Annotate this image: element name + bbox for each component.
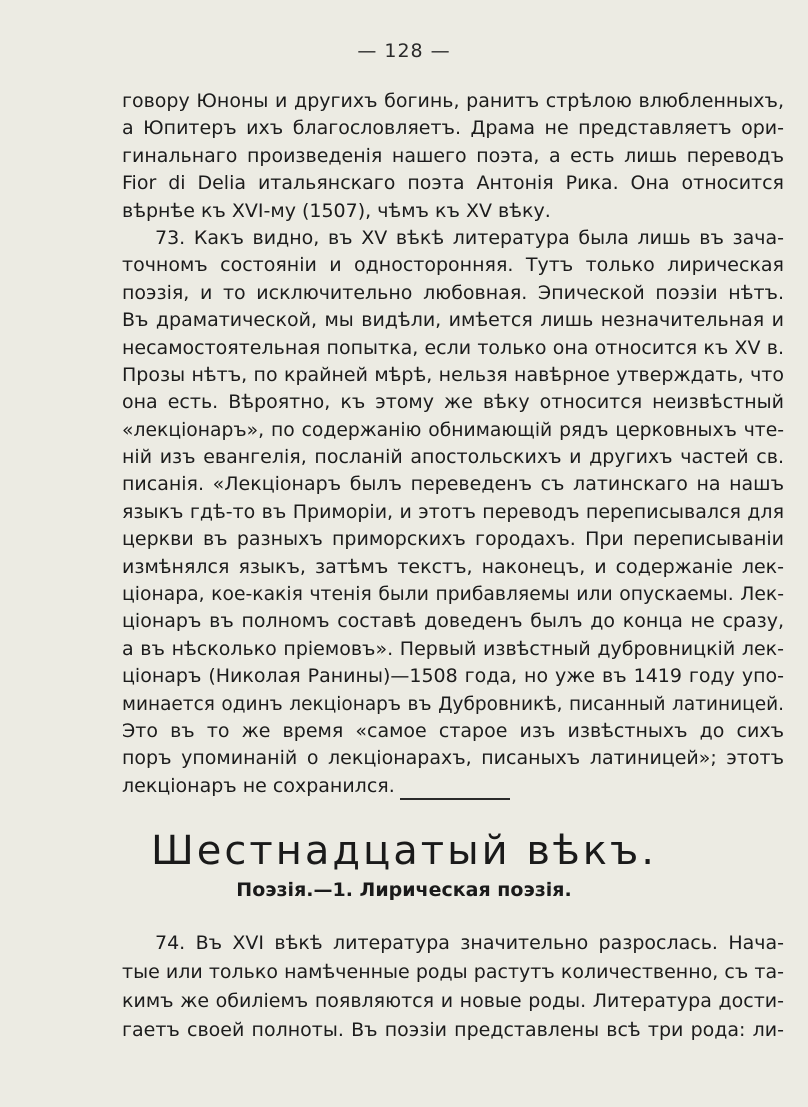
text-line: поэзія, и то исключительно любовная. Эпической поэзіи нѣтъ. — [122, 281, 784, 304]
text-line: церкви въ разныхъ приморскихъ городахъ. При переписываніи — [122, 528, 784, 551]
paragraph-73 — [122, 225, 784, 800]
text-line: языкъ гдѣ-то въ Приморіи, и этотъ переводъ переписывался для — [122, 500, 784, 523]
paragraph-74 — [122, 929, 784, 1045]
text-line: поръ упоминаній о лекціонарахъ, писаныхъ латиницей»; этотъ — [122, 747, 784, 770]
text-line: лекціонаръ не сохранился. — [122, 774, 395, 797]
text-line: ціонара, кое-какія чтенія были прибавляемы или опускаемы. Лек- — [122, 584, 784, 606]
text-line: 73. Какъ видно, въ XV вѣкѣ литература была лишь въ зача- — [155, 226, 784, 249]
section-title: Шестнадцатый вѣкъ. — [151, 828, 657, 874]
text-line: говору Юноны и другихъ богинь, ранитъ стрѣлою влюбленныхъ, — [122, 90, 784, 112]
text-line: точномъ состояніи и односторонняя. Тутъ только лирическая — [122, 254, 784, 277]
text-line: ній изъ евангелія, посланій апостольскихъ и другихъ частей св. — [122, 446, 784, 469]
text-line: несамостоятельная попытка, если только она относится къ XV в. — [122, 336, 784, 359]
text-line: 74. Въ XVI вѣкѣ литература значительно разрослась. Нача- — [155, 932, 784, 954]
text-line: гаетъ своей полноты. Въ поэзіи представлены всѣ три рода: ли- — [122, 1019, 784, 1041]
text-line: вѣрнѣе къ XVI-му (1507), чѣмъ къ XV вѣку. — [122, 199, 551, 222]
body-text-top — [122, 88, 784, 800]
text-line: а Юпитеръ ихъ благословляетъ. Драма не представляетъ ори- — [122, 117, 784, 140]
text-line: Въ драматической, мы видѣли, имѣется лишь незначительная и — [122, 309, 784, 332]
text-line: писанія. «Лекціонаръ былъ переведенъ съ латинскаго на нашъ — [122, 473, 784, 496]
text-line: ціонаръ въ полномъ составѣ доведенъ былъ до конца не сразу, — [122, 610, 784, 633]
text-line: кимъ же обиліемъ появляются и новые роды. Литература дости- — [122, 990, 784, 1012]
text-line: Fior di Delia итальянскаго поэта Антонія Рика. Она относится — [122, 172, 784, 195]
text-line: измѣнялся языкъ, затѣмъ текстъ, наконецъ, и содержаніе лек- — [122, 555, 784, 578]
paragraph-72-end — [122, 88, 784, 225]
text-line: «лекціонаръ», по содержанію обнимающій рядъ церковныхъ чте- — [122, 419, 784, 441]
text-line: Это въ то же время «самое старое изъ извѣстныхъ до сихъ — [122, 719, 784, 742]
text-line: она есть. Вѣроятно, къ этому же вѣку относится неизвѣстный — [122, 391, 784, 414]
text-line: минается одинъ лекціонаръ въ Дубровникѣ, писанный латиницей. — [122, 693, 784, 715]
page-number: — 128 — — [357, 40, 451, 62]
text-line: а въ нѣсколько пріемовъ». Первый извѣстный дубровницкій лек- — [122, 637, 784, 660]
subheading: Поэзія.—1. Лирическая поэзія. — [236, 879, 572, 901]
section-divider — [400, 798, 510, 800]
text-line: гинальнаго произведенія нашего поэта, а есть лишь переводъ — [122, 144, 784, 167]
text-line: ціонаръ (Николая Ранины)—1508 года, но уже въ 1419 году упо- — [122, 665, 784, 688]
text-line: тые или только намѣченные роды растутъ количественно, съ та- — [122, 961, 784, 983]
text-line: Прозы нѣтъ, по крайней мѣрѣ, нельзя навѣрное утверждать, что — [122, 363, 784, 386]
